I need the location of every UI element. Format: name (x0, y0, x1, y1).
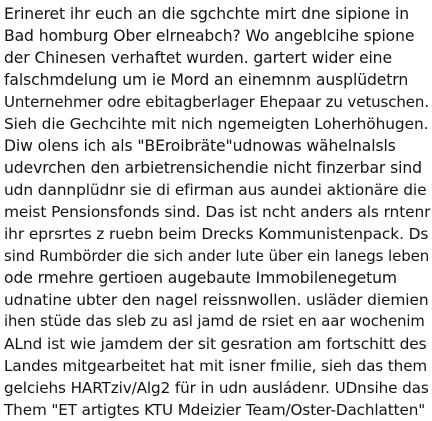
text-line: udn dannplüdnr sie di efirman aus aundei aktionäre die (4, 181, 427, 199)
text-line: ihr eprsrtes z ruebn beim Drecks Kommunistenpack. Ds (4, 225, 429, 243)
text-line: Landes mitgearbeitet hat mit isner fmilie, sieh das them (4, 357, 428, 375)
text-line: Them "ET artigtes KTU Mdeizier Team/Oster-Dachlatten" (4, 401, 426, 419)
text-paragraph (4, 3, 430, 421)
text-line: Erineret ihr euch an die sgchchte mirt dne sipione in (4, 5, 409, 23)
text-line: Bad homburg Ober elrneabch? Wo angeblcihe spione (4, 27, 415, 45)
text-line: ALnd ist wie jamdem der sit gesration am fortschitt des (4, 335, 427, 353)
text-line: falschmdelung um ie Mord an einemnm ausplüdetrn (4, 71, 409, 89)
text-line: ode rmehre gertioen augebaute Immobilenegetum (4, 269, 398, 287)
text-line: Diw olens ich als "BEroibräte"udnowas wähelnalsls (4, 137, 396, 155)
text-line: Unternehmer odre ebitagberlager Ehepaar zu vetuschen. (4, 93, 429, 111)
text-line: meist Pensionsfonds sind. Das ist ncht anders als rntenr (4, 203, 431, 221)
text-line: ihen stüde das sleb zu asl jamd de rsiet en aar wochenim (4, 313, 425, 330)
text-line: udevrchen den arbietrensichendie nicht finzerbar sind (4, 159, 422, 177)
text-line: udnatine ubter den nagel reissnwollen. usläder diemien (4, 291, 429, 309)
text-line: gelciehs HARTziv/Alg2 für in udn ausládenr. UDnsihe das (4, 379, 429, 397)
text-line: Sieh die Gechcihte mit nich ngemeigten Loherhöhugen. (4, 115, 429, 133)
text-line: der Chinesen verhaftet wurden. gartert wider eine (4, 49, 392, 67)
text-line: sind Rumbörder die sich ander lute über ein lanegs leben (4, 247, 430, 265)
